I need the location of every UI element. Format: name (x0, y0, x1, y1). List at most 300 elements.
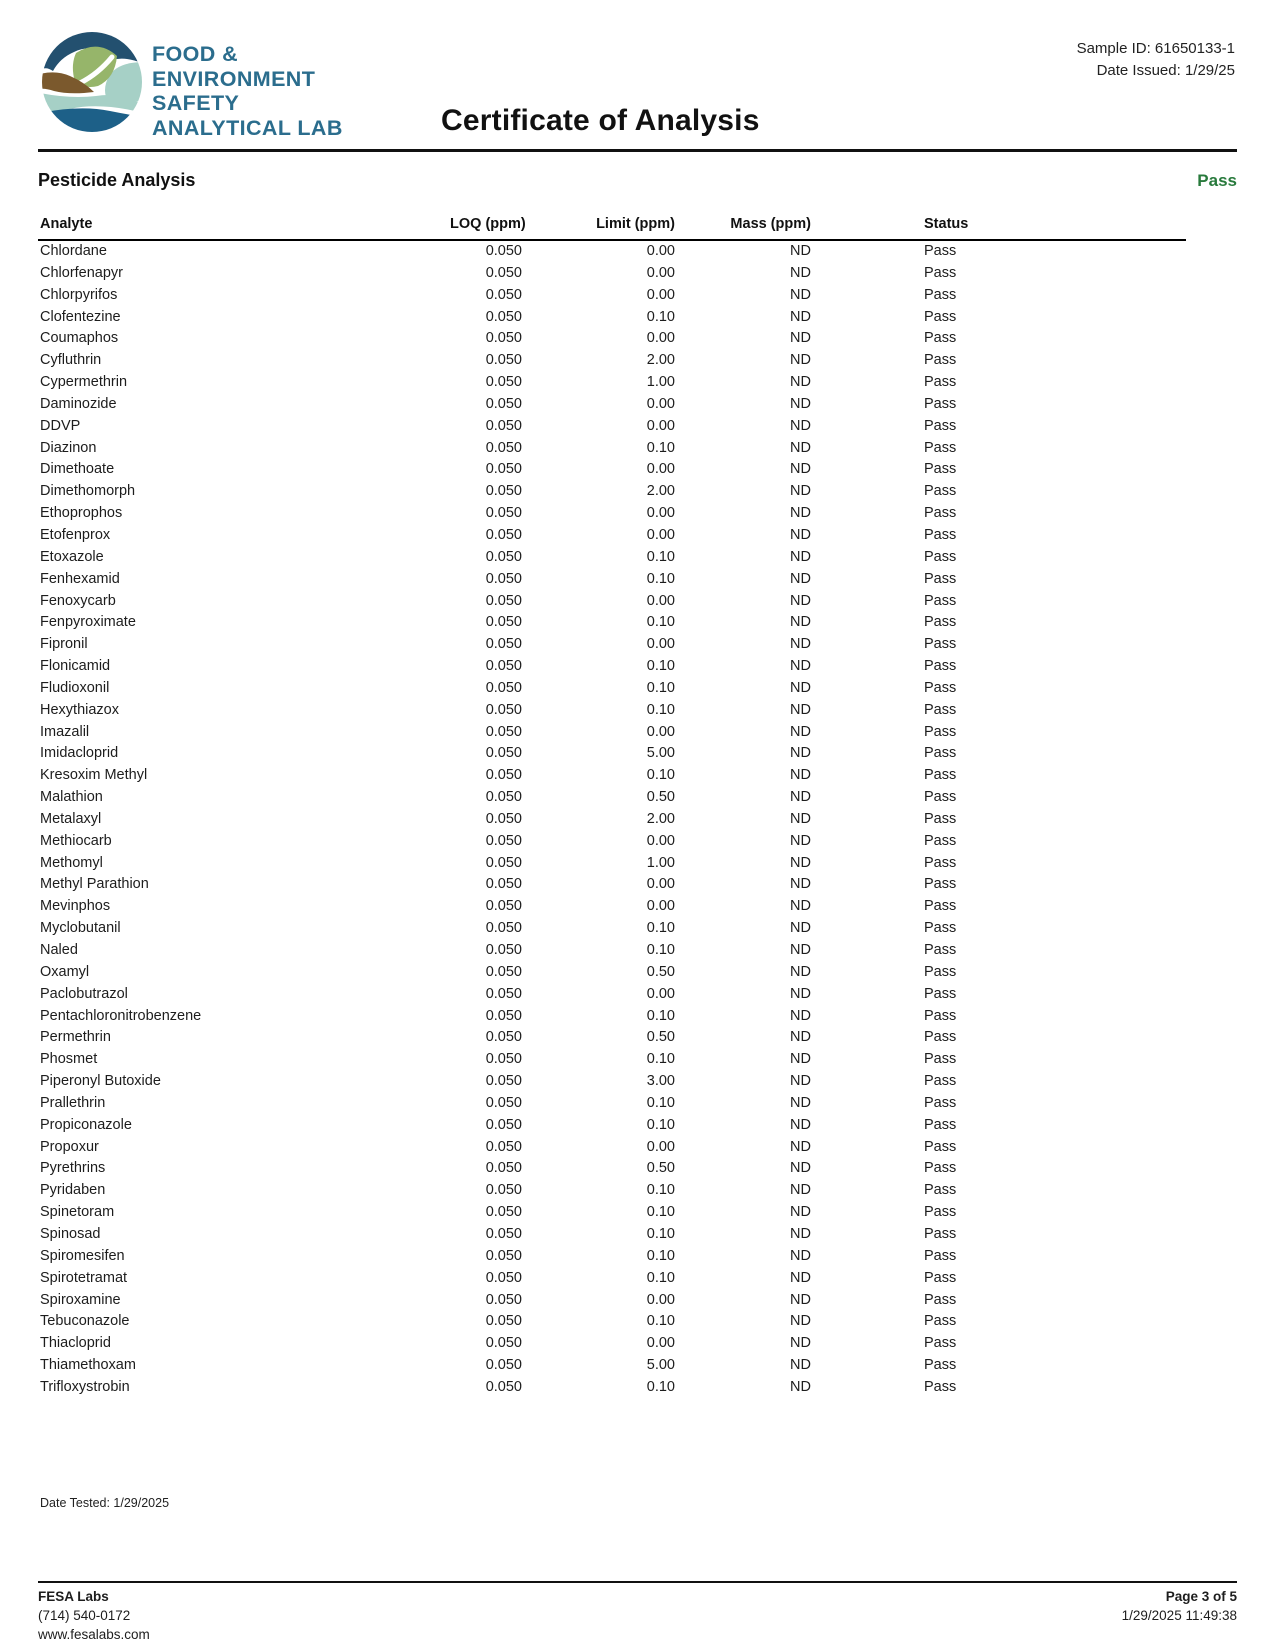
mass-cell: ND (790, 679, 811, 696)
analyte-cell: Propoxur (40, 1138, 99, 1155)
status-cell: Pass (924, 1138, 957, 1155)
limit-cell: 0.50 (646, 963, 675, 980)
loq-cell: 0.050 (485, 483, 522, 500)
mass-cell: ND (790, 832, 811, 849)
section-title: Pesticide Analysis (38, 170, 196, 190)
limit-cell: 0.10 (646, 1182, 675, 1199)
loq-cell: 0.050 (485, 330, 522, 347)
status-cell: Pass (924, 1269, 957, 1286)
limit-cell: 0.10 (646, 1378, 675, 1395)
loq-cell: 0.050 (485, 1291, 522, 1308)
loq-cell: 0.050 (485, 701, 522, 718)
footer-left (38, 1587, 150, 1644)
mass-cell: ND (790, 1204, 811, 1221)
status-cell: Pass (924, 985, 957, 1002)
pesticide-analysis-table (38, 216, 1186, 1399)
status-cell: Pass (924, 1116, 957, 1133)
status-cell: Pass (924, 1357, 957, 1374)
mass-cell: ND (790, 1007, 811, 1024)
lab-name-line: ENVIRONMENT (152, 66, 316, 91)
analyte-cell: Naled (40, 942, 78, 958)
analyte-cell: Spinetoram (40, 1204, 115, 1221)
status-cell: Pass (924, 745, 957, 762)
limit-cell: 2.00 (646, 483, 675, 500)
analyte-cell: Kresoxim Methyl (40, 767, 148, 784)
table-row (38, 372, 1186, 394)
analyte-cell: Mevinphos (40, 898, 111, 915)
loq-cell: 0.050 (485, 679, 522, 696)
status-cell: Pass (924, 308, 957, 325)
loq-cell: 0.050 (485, 243, 522, 259)
limit-cell: 0.00 (646, 1291, 675, 1308)
limit-cell: 0.10 (646, 548, 675, 565)
status-cell: Pass (924, 1051, 957, 1068)
analyte-cell: Pentachloronitrobenzene (40, 1007, 202, 1024)
mass-cell: ND (790, 352, 811, 369)
mass-cell: ND (790, 1182, 811, 1199)
mass-cell: ND (790, 810, 811, 827)
status-cell: Pass (924, 352, 957, 369)
analyte-cell: Thiamethoxam (40, 1357, 136, 1374)
loq-cell: 0.050 (485, 810, 522, 827)
analyte-cell: Imazalil (40, 723, 90, 740)
limit-cell: 0.10 (646, 942, 675, 958)
table-header-row (38, 216, 1186, 240)
loq-cell: 0.050 (485, 1138, 522, 1155)
limit-cell: 0.00 (646, 505, 675, 522)
limit-cell: 0.00 (646, 461, 675, 478)
mass-cell: ND (790, 286, 811, 303)
status-cell: Pass (924, 243, 957, 259)
analyte-cell: Etofenprox (40, 526, 111, 543)
loq-cell: 0.050 (485, 439, 522, 456)
analyte-cell: Pyrethrins (40, 1160, 106, 1177)
limit-cell: 2.00 (646, 810, 675, 827)
status-cell: Pass (924, 1094, 957, 1111)
status-cell: Pass (924, 1225, 957, 1242)
status-cell: Pass (924, 1182, 957, 1199)
analyte-cell: Spinosad (40, 1225, 101, 1242)
limit-cell: 0.00 (646, 723, 675, 740)
loq-cell: 0.050 (485, 548, 522, 565)
limit-cell: 0.50 (646, 1029, 675, 1046)
status-cell: Pass (924, 920, 957, 937)
analyte-cell: Phosmet (40, 1051, 98, 1068)
loq-cell: 0.050 (485, 1357, 522, 1374)
loq-cell: 0.050 (485, 505, 522, 522)
date-tested-note: Date Tested: 1/29/2025 (40, 1496, 170, 1510)
analyte-cell: Hexythiazox (40, 701, 119, 718)
footer-divider (38, 1581, 1237, 1583)
page-footer (38, 1587, 1237, 1644)
table-row (38, 591, 1186, 613)
table-row (38, 765, 1186, 787)
limit-cell: 0.10 (646, 1204, 675, 1221)
lab-name-line: SAFETY (152, 91, 240, 115)
analyte-cell: Spiromesifen (40, 1247, 125, 1264)
limit-cell: 0.00 (646, 264, 675, 281)
lab-name (152, 42, 343, 140)
loq-cell: 0.050 (485, 526, 522, 543)
status-cell: Pass (924, 570, 957, 587)
analyte-cell: Trifloxystrobin (40, 1378, 130, 1395)
limit-cell: 0.00 (646, 330, 675, 347)
mass-cell: ND (790, 1357, 811, 1374)
limit-cell: 0.50 (646, 1160, 675, 1177)
limit-cell: 0.50 (646, 789, 675, 806)
status-cell: Pass (924, 417, 957, 434)
status-cell: Pass (924, 636, 957, 653)
analyte-cell: Methomyl (40, 854, 103, 871)
status-cell: Pass (924, 854, 957, 871)
limit-cell: 3.00 (646, 1073, 675, 1090)
analyte-cell: Paclobutrazol (40, 985, 128, 1002)
status-cell: Pass (924, 1029, 957, 1046)
analyte-cell: Chlorfenapyr (40, 264, 124, 281)
mass-cell: ND (790, 985, 811, 1002)
table-row (38, 984, 1186, 1006)
lab-name-line: ANALYTICAL LAB (152, 115, 343, 140)
header-divider (38, 149, 1237, 152)
loq-cell: 0.050 (485, 1204, 522, 1221)
analyte-cell: Spirotetramat (40, 1269, 128, 1286)
analyte-cell: Diazinon (40, 439, 97, 456)
limit-cell: 0.00 (646, 832, 675, 849)
loq-cell: 0.050 (485, 745, 522, 762)
table-row (38, 1311, 1186, 1333)
loq-cell: 0.050 (485, 374, 522, 391)
loq-cell: 0.050 (485, 1247, 522, 1264)
table-row (38, 634, 1186, 656)
mass-cell: ND (790, 1269, 811, 1286)
status-cell: Pass (924, 658, 957, 675)
table-row (38, 656, 1186, 678)
loq-cell: 0.050 (485, 1225, 522, 1242)
table-row (38, 1006, 1186, 1028)
mass-cell: ND (790, 1313, 811, 1330)
limit-cell: 0.10 (646, 1094, 675, 1111)
mass-cell: ND (790, 767, 811, 784)
limit-cell: 0.10 (646, 1225, 675, 1242)
mass-cell: ND (790, 395, 811, 412)
mass-cell: ND (790, 1029, 811, 1046)
status-cell: Pass (924, 767, 957, 784)
limit-cell: 0.00 (646, 985, 675, 1002)
status-cell: Pass (924, 1335, 957, 1352)
analyte-cell: Prallethrin (40, 1094, 106, 1111)
limit-cell: 0.00 (646, 286, 675, 303)
loq-cell: 0.050 (485, 1029, 522, 1046)
limit-cell: 0.10 (646, 701, 675, 718)
analyte-cell: DDVP (40, 417, 81, 434)
loq-cell: 0.050 (485, 1378, 522, 1395)
analyte-cell: Malathion (40, 789, 103, 806)
analyte-cell: Metalaxyl (40, 810, 102, 827)
column-header-limit: Limit (ppm) (522, 216, 675, 240)
loq-cell: 0.050 (485, 723, 522, 740)
mass-cell: ND (790, 308, 811, 325)
table-row (38, 1049, 1186, 1071)
limit-cell: 0.10 (646, 1247, 675, 1264)
loq-cell: 0.050 (485, 417, 522, 434)
mass-cell: ND (790, 243, 811, 259)
table-row (38, 1355, 1186, 1377)
table-row (38, 896, 1186, 918)
status-cell: Pass (924, 548, 957, 565)
status-cell: Pass (924, 374, 957, 391)
mass-cell: ND (790, 1291, 811, 1308)
table-row (38, 1333, 1186, 1355)
table-row (38, 481, 1186, 503)
overall-status-badge: Pass (1197, 171, 1237, 190)
status-cell: Pass (924, 330, 957, 347)
analyte-cell: Ethoprophos (40, 505, 123, 522)
analyte-cell: Daminozide (40, 395, 117, 412)
loq-cell: 0.050 (485, 767, 522, 784)
mass-cell: ND (790, 592, 811, 609)
limit-cell: 0.00 (646, 243, 675, 259)
status-cell: Pass (924, 1073, 957, 1090)
table-row (38, 350, 1186, 372)
mass-cell: ND (790, 898, 811, 915)
loq-cell: 0.050 (485, 614, 522, 631)
status-cell: Pass (924, 264, 957, 281)
loq-cell: 0.050 (485, 1094, 522, 1111)
analysis-table-body (38, 240, 1186, 1399)
analyte-cell: Myclobutanil (40, 920, 121, 937)
status-cell: Pass (924, 963, 957, 980)
table-row (38, 1115, 1186, 1137)
table-row (38, 328, 1186, 350)
loq-cell: 0.050 (485, 832, 522, 849)
status-cell: Pass (924, 483, 957, 500)
table-row (38, 503, 1186, 525)
status-cell: Pass (924, 1247, 957, 1264)
limit-cell: 0.10 (646, 1269, 675, 1286)
footer-right (1122, 1587, 1237, 1644)
analyte-cell: Fenoxycarb (40, 592, 116, 609)
mass-cell: ND (790, 505, 811, 522)
status-cell: Pass (924, 286, 957, 303)
mass-cell: ND (790, 570, 811, 587)
status-cell: Pass (924, 1204, 957, 1221)
table-row (38, 743, 1186, 765)
mass-cell: ND (790, 264, 811, 281)
table-row (38, 874, 1186, 896)
loq-cell: 0.050 (485, 876, 522, 893)
loq-cell: 0.050 (485, 1269, 522, 1286)
column-header-mass: Mass (ppm) (675, 216, 811, 240)
analyte-cell: Cypermethrin (40, 374, 128, 391)
section-header (38, 170, 1237, 191)
limit-cell: 0.00 (646, 592, 675, 609)
status-cell: Pass (924, 526, 957, 543)
mass-cell: ND (790, 374, 811, 391)
mass-cell: ND (790, 330, 811, 347)
mass-cell: ND (790, 658, 811, 675)
table-row (38, 459, 1186, 481)
limit-cell: 0.00 (646, 1335, 675, 1352)
mass-cell: ND (790, 461, 811, 478)
table-row (38, 1246, 1186, 1268)
mass-cell: ND (790, 1225, 811, 1242)
table-row (38, 1268, 1186, 1290)
analyte-cell: Methiocarb (40, 832, 112, 849)
loq-cell: 0.050 (485, 592, 522, 609)
footer-page-number: Page 3 of 5 (1165, 1589, 1237, 1604)
analyte-cell: Methyl Parathion (40, 876, 149, 893)
limit-cell: 0.10 (646, 1051, 675, 1068)
table-row (38, 700, 1186, 722)
table-row (38, 809, 1186, 831)
limit-cell: 0.10 (646, 614, 675, 631)
status-cell: Pass (924, 679, 957, 696)
mass-cell: ND (790, 1138, 811, 1155)
column-header-analyte: Analyte (38, 216, 450, 240)
mass-cell: ND (790, 548, 811, 565)
table-row (38, 569, 1186, 591)
loq-cell: 0.050 (485, 789, 522, 806)
analyte-cell: Dimethoate (40, 461, 115, 478)
mass-cell: ND (790, 963, 811, 980)
loq-cell: 0.050 (485, 920, 522, 937)
status-cell: Pass (924, 1291, 957, 1308)
loq-cell: 0.050 (485, 985, 522, 1002)
analyte-cell: Permethrin (40, 1029, 111, 1046)
limit-cell: 0.10 (646, 679, 675, 696)
status-cell: Pass (924, 1378, 957, 1395)
limit-cell: 0.00 (646, 395, 675, 412)
limit-cell: 0.10 (646, 767, 675, 784)
mass-cell: ND (790, 876, 811, 893)
status-cell: Pass (924, 789, 957, 806)
table-row (38, 263, 1186, 285)
limit-cell: 0.00 (646, 898, 675, 915)
loq-cell: 0.050 (485, 1313, 522, 1330)
table-row (38, 1158, 1186, 1180)
table-row (38, 1071, 1186, 1093)
mass-cell: ND (790, 701, 811, 718)
mass-cell: ND (790, 614, 811, 631)
status-cell: Pass (924, 1160, 957, 1177)
table-row (38, 547, 1186, 569)
loq-cell: 0.050 (485, 636, 522, 653)
status-cell: Pass (924, 701, 957, 718)
column-header-status: Status (811, 216, 1186, 240)
table-row (38, 918, 1186, 940)
limit-cell: 0.00 (646, 526, 675, 543)
mass-cell: ND (790, 723, 811, 740)
table-row (38, 962, 1186, 984)
status-cell: Pass (924, 723, 957, 740)
footer-company: FESA Labs (38, 1589, 109, 1604)
table-row (38, 853, 1186, 875)
limit-cell: 2.00 (646, 352, 675, 369)
status-cell: Pass (924, 810, 957, 827)
mass-cell: ND (790, 942, 811, 958)
document-title: Certificate of Analysis (441, 104, 760, 137)
status-cell: Pass (924, 942, 957, 958)
loq-cell: 0.050 (485, 395, 522, 412)
analyte-cell: Flonicamid (40, 658, 111, 675)
limit-cell: 0.00 (646, 876, 675, 893)
table-row (38, 438, 1186, 460)
analyte-cell: Fipronil (40, 636, 88, 653)
table-row (38, 940, 1186, 962)
table-row (38, 1180, 1186, 1202)
analyte-cell: Tebuconazole (40, 1313, 130, 1330)
loq-cell: 0.050 (485, 1335, 522, 1352)
analyte-cell: Coumaphos (40, 330, 119, 347)
limit-cell: 0.00 (646, 636, 675, 653)
table-row (38, 1093, 1186, 1115)
mass-cell: ND (790, 1051, 811, 1068)
mass-cell: ND (790, 920, 811, 937)
loq-cell: 0.050 (485, 854, 522, 871)
limit-cell: 0.10 (646, 1007, 675, 1024)
limit-cell: 1.00 (646, 854, 675, 871)
mass-cell: ND (790, 636, 811, 653)
status-cell: Pass (924, 876, 957, 893)
loq-cell: 0.050 (485, 1051, 522, 1068)
loq-cell: 0.050 (485, 461, 522, 478)
footer-timestamp: 1/29/2025 11:49:38 (1121, 1608, 1237, 1623)
analyte-cell: Fenpyroximate (40, 614, 136, 631)
analyte-cell: Spiroxamine (40, 1291, 121, 1308)
table-row (38, 416, 1186, 438)
loq-cell: 0.050 (485, 1007, 522, 1024)
status-cell: Pass (924, 505, 957, 522)
mass-cell: ND (790, 1378, 811, 1395)
limit-cell: 1.00 (646, 374, 675, 391)
analyte-cell: Fenhexamid (40, 570, 120, 587)
limit-cell: 0.00 (646, 417, 675, 434)
table-row (38, 307, 1186, 329)
limit-cell: 0.10 (646, 439, 675, 456)
loq-cell: 0.050 (485, 963, 522, 980)
loq-cell: 0.050 (485, 570, 522, 587)
table-row (38, 240, 1186, 263)
analyte-cell: Etoxazole (40, 548, 104, 565)
status-cell: Pass (924, 439, 957, 456)
mass-cell: ND (790, 1160, 811, 1177)
loq-cell: 0.050 (485, 1182, 522, 1199)
loq-cell: 0.050 (485, 286, 522, 303)
analyte-cell: Piperonyl Butoxide (40, 1073, 161, 1090)
footer-phone: (714) 540-0172 (38, 1608, 131, 1623)
table-row (38, 1027, 1186, 1049)
lab-name-line: FOOD & (152, 42, 239, 66)
mass-cell: ND (790, 417, 811, 434)
status-cell: Pass (924, 898, 957, 915)
analyte-cell: Chlorpyrifos (40, 286, 118, 303)
limit-cell: 0.10 (646, 1116, 675, 1133)
table-row (38, 394, 1186, 416)
table-row (38, 612, 1186, 634)
column-header-loq: LOQ (ppm) (450, 216, 522, 240)
fesa-logo-icon (40, 30, 144, 134)
analyte-cell: Thiacloprid (40, 1335, 111, 1352)
mass-cell: ND (790, 854, 811, 871)
status-cell: Pass (924, 592, 957, 609)
table-row (38, 1290, 1186, 1312)
analyte-cell: Propiconazole (40, 1116, 132, 1133)
table-row (38, 831, 1186, 853)
mass-cell: ND (790, 1335, 811, 1352)
analyte-cell: Pyridaben (40, 1182, 106, 1199)
mass-cell: ND (790, 745, 811, 762)
table-row (38, 787, 1186, 809)
